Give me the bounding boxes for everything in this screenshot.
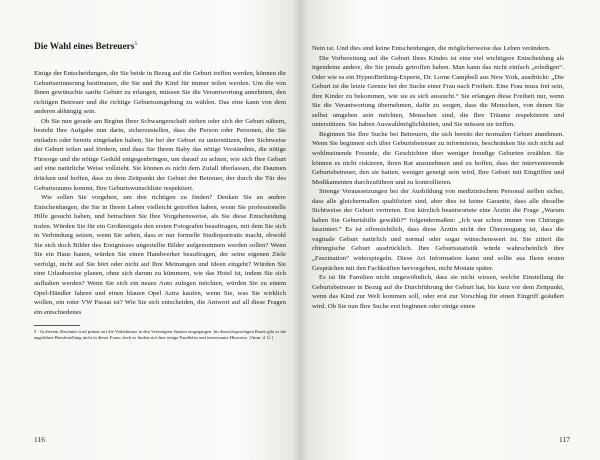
right-page-body — [312, 44, 564, 311]
paragraph: Einige der Entscheidungen, die Sie beide in Bezug auf die Geburt treffen werden, können die Geburtserinnerung bestimmen, die Sie und Ihr Kind für immer teilen werden. Um die von Ihnen gewünschte sanfte Geburt zu erlangen, müssen Sie die Verantwortung annehmen, den richtigen Betreuer und die richtige Geburtsumgebung zu wählen. Das eine kann von dem anderen abhängig sein. — [34, 70, 286, 116]
right-page — [300, 0, 600, 460]
section-heading — [34, 38, 286, 53]
paragraph: Die Vorbereitung auf die Geburt Ihres Kindes ist eine viel wichtigere Entscheidung als irgendeine andere, die Sie jemals getroffen haben. Man kann das nicht einfach „erledigen“. Oder wie es ein HypnoBirthing-Experte, Dr. Lorne Campbell aus New York, ausdrückt: „Die Geburt ist die letzte Grenze bei der Suche einer Frau nach Freiheit. Eine Frau muss frei sein, ihre Kinder zu bekommen, wie sie es sich aussucht.“ Sie erlangen diese Freiheit nur, wenn Sie die Verantwortung übernehmen, dafür zu sorgen, dass die Menschen, von denen Sie selbst umgeben sein möchten, Menschen sind, die Ihre Träume respektieren und unterstützen. Sie haben Auswahlmöglichkeiten, und Sie müssen sie treffen. — [312, 54, 564, 129]
paragraph: Ob Sie nun gerade am Beginn Ihrer Schwangerschaft stehen oder sich der Geburt nähern, besteht Ihre Aufgabe nun darin, sicherzustellen, dass die Person oder Personen, die Sie einladen oder bereits eingeladen haben, Sie bei der Geburt zu unterstützen, Ihre Sichtweise der Geburt teilen und fördern, und dass Sie Ihrem Baby das nötige Verständnis, die nötige Fürsorge und die nötige Geduld entgegenbringen, um darauf zu achten, wie sich Ihre Geburt auf eine natürliche Weise vollzieht. Sie können es nicht dem Zufall überlassen, die Daumen drücken und hoffen, dass zu dem Zeitpunkt der Geburt der Betreuer, der durch die Tür des Geburtsraums kommt, Ihre Geburtswunschliste respektiert. — [34, 117, 286, 192]
page-number: 116 — [34, 435, 45, 444]
left-page-body — [34, 69, 286, 317]
paragraph: Nein ist. Und dies sind keine Entscheidungen, die möglicherweise das Leben verändern. — [312, 45, 551, 52]
paragraph: Es ist für Familien nicht ungewöhnlich, dass sie nicht wissen, welche Einstellung ihr Geburtsbetreuer in Bezug auf die Durchführung der Geburt hat, bis kurz vor dem Zeitpunkt, wenn das Kind zur Welt kommen soll, oder erst zur Vorschlag für einen Eingriff geäußert wird. Ob Sie nun Ihre Suche erst beginnen oder einige einen — [312, 274, 564, 310]
footnote: 5 · In diesem Abschnitt wird primär auf die Verhältnisse in den Vereinigten Staaten eingegangen. Im deutschsprachigen Raum gibt es die angeführte Berufsstellung nicht in dieser Form; doch es finden sich hier einige Parallelen und interessante Hinweise. [Anm. d. Ü.] — [34, 329, 286, 341]
section-heading-text: Die Wahl eines Betreuers — [34, 42, 135, 52]
paragraph: Beginnen Sie Ihre Suche bei Betreuern, die sich bereits der normalen Geburt annehmen. Wenn Sie beginnen sich über Geburtsbetreuer zu informieren, beschränken Sie sich nicht auf wohlmeinende Freunde, die Geschichten über weniger freudige Geburten erzählen. Sie können es nicht riskieren, ihren Rat anzunehmen und zu hoffen, dass der intervenierende Geburtsbetreuer, den sie hatten, weniger geneigt sein wird, Ihre Geburt mit Eingriffen und Medikamenten durchzuführen und zu kontrollieren. — [312, 130, 564, 186]
paragraph: Wie sollen Sie vorgehen, um den richtigen zu finden? Denken Sie an andere Entscheidungen, die Sie in Ihrem Leben vielleicht getroffen haben, wenn Sie professionelle Hilfe gesucht haben, und betrachten Sie Ihre Vorgehensweise, als Sie diese Entscheidung trafen. Würden Sie für ein Großereignis den ersten Fotografen beauftragen, mit dem Sie sich in Verbindung setzen, wenn Sie sehen, dass er nur formelle Studioportraits macht, obwohl Sie sich doch Bilder des Ereignisses ungestellte Bilder aufgenommen werden sollen? Wenn Sie ein Haus bauen, würden Sie einen Handwerker beauftragen, der seine eigenen Ziele verfolgt, nicht auf Sie hört oder nicht auf Ihre Meinungen und Ideen eingeht? Würden Sie eine Urlaubsreise planen, ohne sich darum zu kümmern, wie das Hotel ist, indem Sie sich aufhalten werden? Wenn Sie sich ein neues Auto zulegen möchten, würden Sie zu einem Opel-Händler fahren und einen blauen Opel Astra kaufen, wenn Sie, was Sie wirklich wollen, ein roter VW Passat ist? Wie Sie sich entscheiden, die Antwort auf all diese Fragen ein entschiedenes — [34, 194, 286, 316]
footnote-marker: 5 — [134, 41, 138, 47]
page-number: 117 — [559, 435, 570, 444]
footnote-rule — [34, 325, 80, 326]
paragraph: Strenge Voraussetzungen bei der Ausbildung von medizinischem Personal stellen sicher, dass alle gleichermaßen qualifiziert sind, aber dies ist keine Garantie, dass alle dieselbe Sichtweise der Geburt vertreten. Erst kürzlich beantwortete eine Ärztin die Frage „Warum haben Sie Geburtshilfe gewählt?“ folgendermaßen: „Ich war schon immer von Chirurgie fasziniert.“ Es ist offensichtlich, dass diese Ärztin nicht der Überzeugung ist, dass die vaginale Geburt natürlich und normal oder sogar wünschenswert ist. Sie zitiert die chirurgische Geburt ausdrücklich. Ihre Geburtsstatistik würde wahrscheinlich ihre „Faszination“ widerspiegeln. Diese Art Information kann und sollte aus Ihren ersten Gesprächen mit den Fachkräften hervorgehen, nicht Monate später. — [312, 188, 564, 272]
